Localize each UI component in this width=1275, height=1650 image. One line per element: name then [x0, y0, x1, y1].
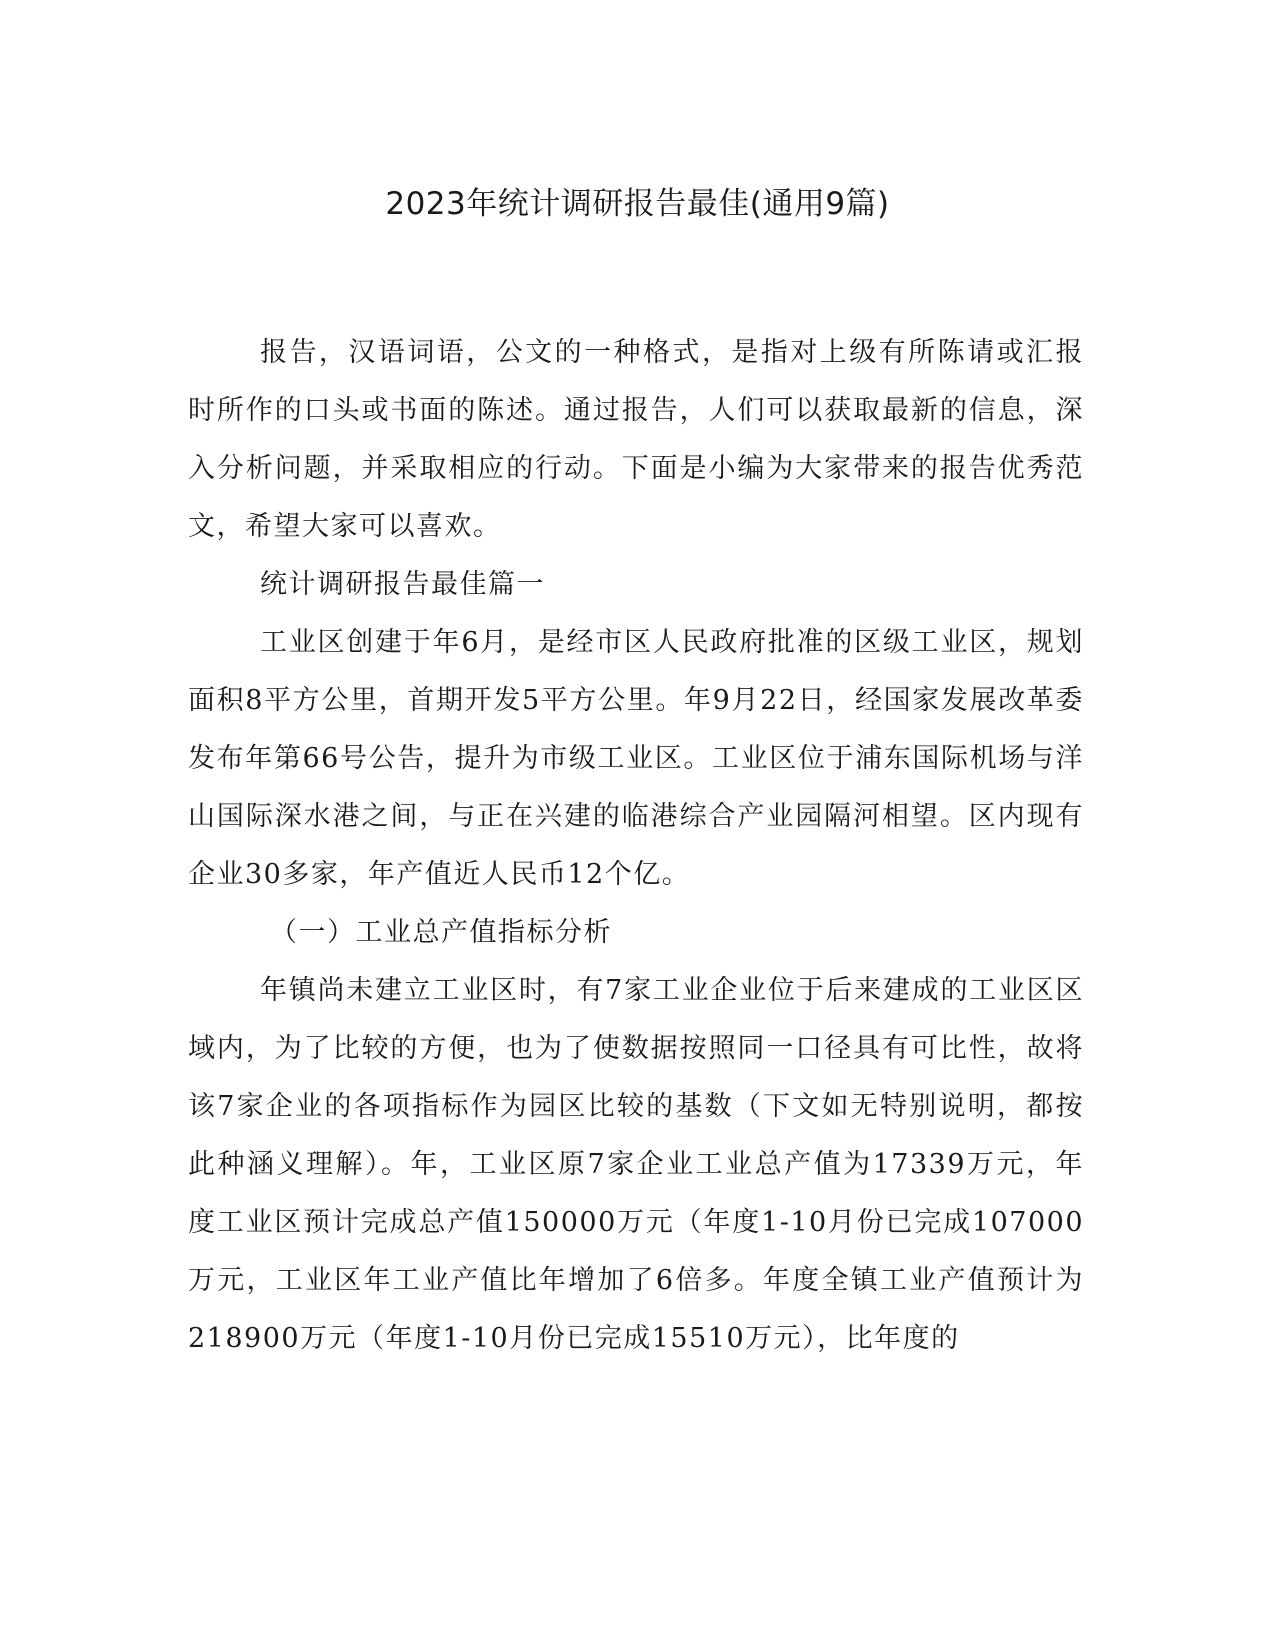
analysis-paragraph: 年镇尚未建立工业区时，有7家工业企业位于后来建成的工业区区域内，为了比较的方便，也为了使数据按照同一口径具有可比性，故将该7家企业的各项指标作为园区比较的基数（下文如无特别说明，都按此种涵义理解）。年，工业区原7家企业工业总产值为17339万元，年度工业区预计完成总产值150000万元（年度1-10月份已完成107000万元，工业区年工业产值比年增加了6倍多。年度全镇工业产值预计为218900万元（年度1-10月份已完成15510万元），比年度的 — [188, 975, 1084, 1354]
subsection-heading: （一）工业总产值指标分析 — [270, 917, 612, 948]
overview-paragraph: 工业区创建于年6月，是经市区人民政府批准的区级工业区，规划面积8平方公里，首期开发5平方公里。年9月22日，经国家发展改革委发布年第66号公告，提升为市级工业区。工业区位于浦东国际机场与洋山国际深水港之间，与正在兴建的临港综合产业园隔河相望。区内现有企业30多家，年产值近人民币12个亿。 — [188, 627, 1084, 890]
section-heading: 统计调研报告最佳篇一 — [260, 569, 545, 600]
intro-paragraph: 报告，汉语词语，公文的一种格式，是指对上级有所陈请或汇报时所作的口头或书面的陈述。通过报告，人们可以获取最新的信息，深入分析问题，并采取相应的行动。下面是小编为大家带来的报告优秀范文，希望大家可以喜欢。 — [188, 337, 1084, 542]
document-title: 2023年统计调研报告最佳(通用9篇) — [385, 186, 890, 222]
document-body — [188, 324, 1084, 1368]
